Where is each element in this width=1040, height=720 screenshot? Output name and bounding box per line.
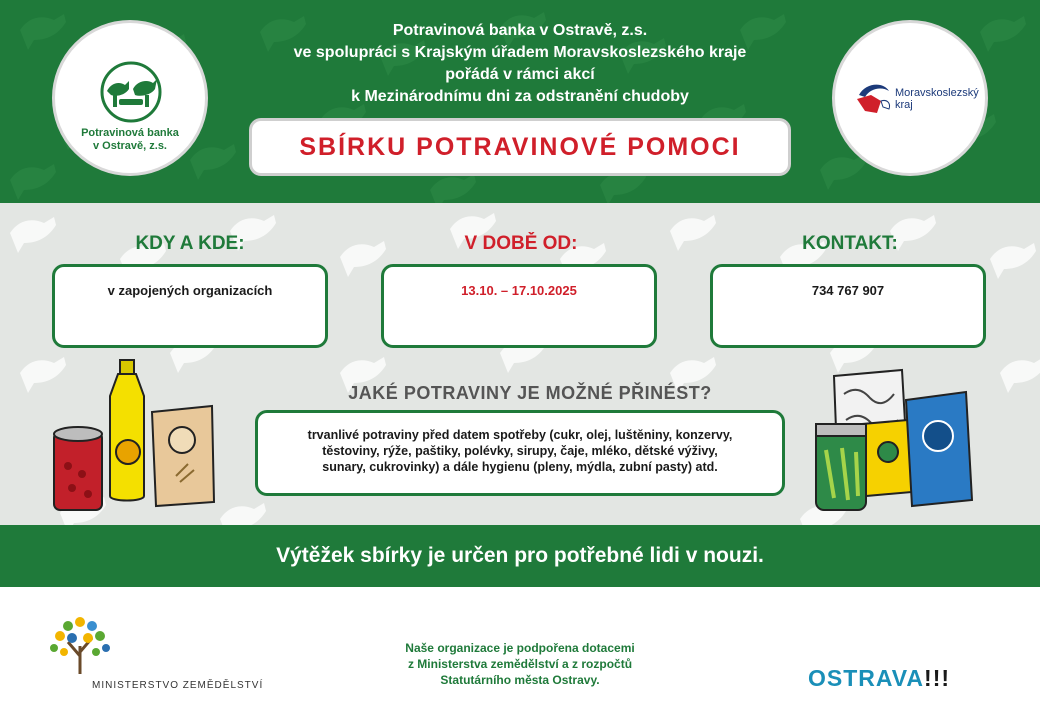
region-name-line: Moravskoslezský [895,87,979,99]
header-line: ve spolupráci s Krajským úřadem Moravskoslezského kraje [293,44,747,61]
header-text [220,20,820,108]
period-box [381,264,657,348]
question-heading: JAKÉ POTRAVINY JE MOŽNÉ PŘINÉST? [348,383,712,403]
ostrava-word: OSTRAVA [808,665,925,691]
ministry-tree-icon [46,612,116,676]
header-line: k Mezinárodnímu dni za odstranění chudoby [351,88,689,105]
items-line: trvanlivé potraviny před datem spotřeby (cukr, olej, luštěniny, konzervy, [307,428,733,442]
items-line: těstoviny, rýže, paštiky, polévky, sirupy, čaje, mléko, dětské výživy, [322,444,718,458]
when-where-box [52,264,328,348]
contact-box [710,264,986,348]
ostrava-logo [808,665,950,692]
cereal-box-icon [906,392,972,506]
pasta-box-icon [862,420,912,496]
period-title: V DOBĚ OD: [464,233,578,254]
pickle-jar-icon [816,424,866,510]
header-line: Potravinová banka v Ostravě, z.s. [392,22,648,39]
header-line: pořádá v rámci akcí [445,66,595,83]
oil-bottle-icon [110,360,144,501]
food-bank-name-line: v Ostravě, z.s. [93,140,167,152]
contact-phone: 734 767 907 [811,283,885,298]
when-where-text: v zapojených organizacích [107,283,273,298]
ostrava-bangs: !!! [924,665,951,691]
food-illustration-right [808,364,998,516]
bean-can-icon [54,427,102,510]
food-bank-name [55,127,205,153]
slogan: Výtěžek sbírky je určen pro potřebné lidi v nouzi. [276,544,764,567]
flour-bag-icon [152,406,214,506]
food-bank-logo [52,20,208,176]
items-box [255,410,785,496]
sponsor-line: Statutárního města Ostravy. [440,673,600,687]
region-logo [832,20,988,176]
when-where-title: KDY A KDE: [135,233,245,254]
contact-title: KONTAKT: [802,233,898,254]
banner-title: SBÍRKU POTRAVINOVÉ POMOCI [299,132,741,161]
food-bank-name-line: Potravinová banka [81,127,179,139]
sponsor-line: Naše organizace je podpořena dotacemi [405,641,635,655]
sponsor-text [340,640,700,688]
region-name-line: kraj [895,99,913,111]
collection-banner [249,118,791,176]
food-bank-emblem-icon [95,61,167,123]
ministry-name: MINISTERSTVO ZEMĚDĚLSTVÍ [92,680,264,691]
region-name [895,87,979,111]
food-illustration-left [48,356,228,516]
items-line: sunary, cukrovinky) a dále hygienu (pleny, mýdla, zubní pasty) atd. [322,460,718,474]
region-emblem-icon [855,81,895,117]
period-text: 13.10. – 17.10.2025 [461,283,577,298]
sponsor-line: z Ministerstva zemědělství a z rozpočtů [407,657,633,671]
